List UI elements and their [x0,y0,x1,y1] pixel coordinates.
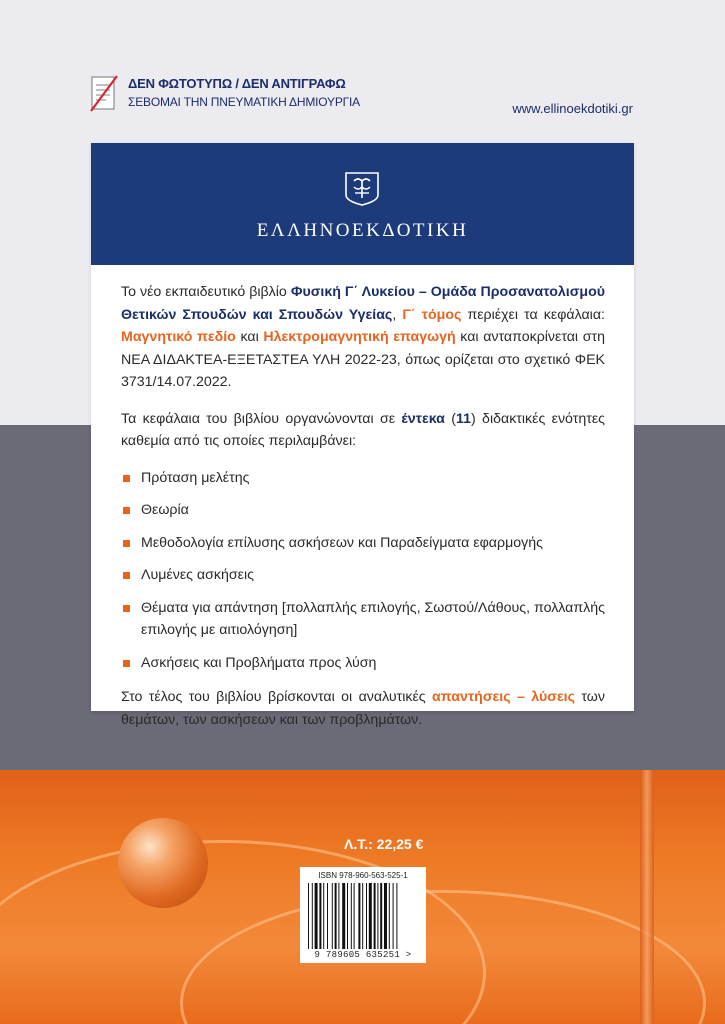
isbn-label: ISBN 978-960-563-525-1 [318,871,408,880]
list-item [121,467,605,490]
bullet-square-icon [123,572,130,579]
text-span: Στο τέλος του βιβλίου βρίσκονται οι αναλυτικές [121,689,433,705]
text-span: ) διδακτικές ενότητες καθεμία από τις οποίες περιλαμβάνει: [121,410,606,449]
metal-sphere-image [118,818,208,908]
text-span: , [392,306,403,323]
answers-label: απαντήσεις – λύσεις [432,689,575,705]
publisher-logo-icon [342,167,382,207]
bullet-square-icon [123,660,130,667]
intro-paragraph [121,281,605,394]
isbn-digits: 9 789605 635251 > [314,950,412,960]
description-text [121,281,605,745]
closing-paragraph [121,686,605,731]
list-item [121,597,605,642]
list-item [121,564,605,587]
description-card [91,143,634,728]
barcode-bars-icon [308,883,418,949]
list-item-text: Μεθοδολογία επίλυσης ασκήσεων και Παραδείγματα εφαρμογής [141,534,543,551]
text-span: των θεμάτων, των ασκήσεων και των προβλημάτων. [121,689,605,728]
list-item [121,532,605,555]
text-span: περιέχει τα κεφάλαια: [461,306,605,323]
publisher-name: ΕΛΛΗΝΟΕΚΔΟΤΙΚΗ [256,220,469,241]
structure-paragraph [121,408,605,453]
text-span: Τα κεφάλαια του βιβλίου οργανώνονται σε [121,410,402,427]
list-item-text: Ασκήσεις και Προβλήματα προς λύση [141,654,377,671]
notice-line-1: ΔΕΝ ΦΩΤΟΤΥΠΩ / ΔΕΝ ΑΝΤΙΓΡΑΦΩ [128,76,346,91]
chapter-induction: Ηλεκτρομαγνητική επαγωγή [263,329,456,345]
bullet-square-icon [123,605,130,612]
list-item [121,499,605,522]
text-span: και ανταποκρίνεται στη ΝΕΑ ΔΙΔΑΚΤΕΑ-ΕΞΕΤΑΣΤΕΑ ΥΛΗ 2022-23, όπως ορίζεται στο σχετικό ΦΕΚ 3731/14.07.2022. [121,329,605,390]
book-title: Φυσική Γ΄ Λυκείου – Ομάδα Προσανατολισμού Θετικών Σπουδών και Σπουδών Υγείας [121,284,605,323]
units-count: 11 [455,410,471,427]
bullet-square-icon [123,507,130,514]
bullet-square-icon [123,540,130,547]
retail-price: Λ.Τ.: 22,25 € [344,836,424,852]
text-span: Το νέο εκπαιδευτικό βιβλίο [121,284,291,300]
website-url: www.ellinoekdotiki.gr [512,101,633,116]
volume-label: Γ΄ τόμος [402,306,462,323]
rod-decoration [640,770,654,1024]
notice-line-2: ΣΕΒΟΜΑΙ ΤΗΝ ΠΝΕΥΜΑΤΙΚΗ ΔΗΜΙΟΥΡΓΙΑ [128,95,360,109]
bullet-square-icon [123,475,130,482]
units-word: έντεκα [401,410,445,427]
list-item-text: Θεωρία [141,502,189,518]
text-span: ( [444,410,456,427]
publisher-header [91,143,634,265]
list-item-text: Θέματα για απάντηση [πολλαπλής επιλογής, Σωστού/Λάθους, πολλαπλής επιλογής με αιτιολόγηση] [141,599,605,638]
chapter-magnetic-field: Μαγνητικό πεδίο [121,329,236,345]
isbn-barcode [300,867,426,963]
list-item-text: Λυμένες ασκήσεις [141,567,254,583]
contents-list [121,467,605,675]
list-item [121,652,605,675]
text-span: και [235,329,264,345]
list-item-text: Πρόταση μελέτης [141,469,250,486]
no-copy-icon [90,75,118,113]
